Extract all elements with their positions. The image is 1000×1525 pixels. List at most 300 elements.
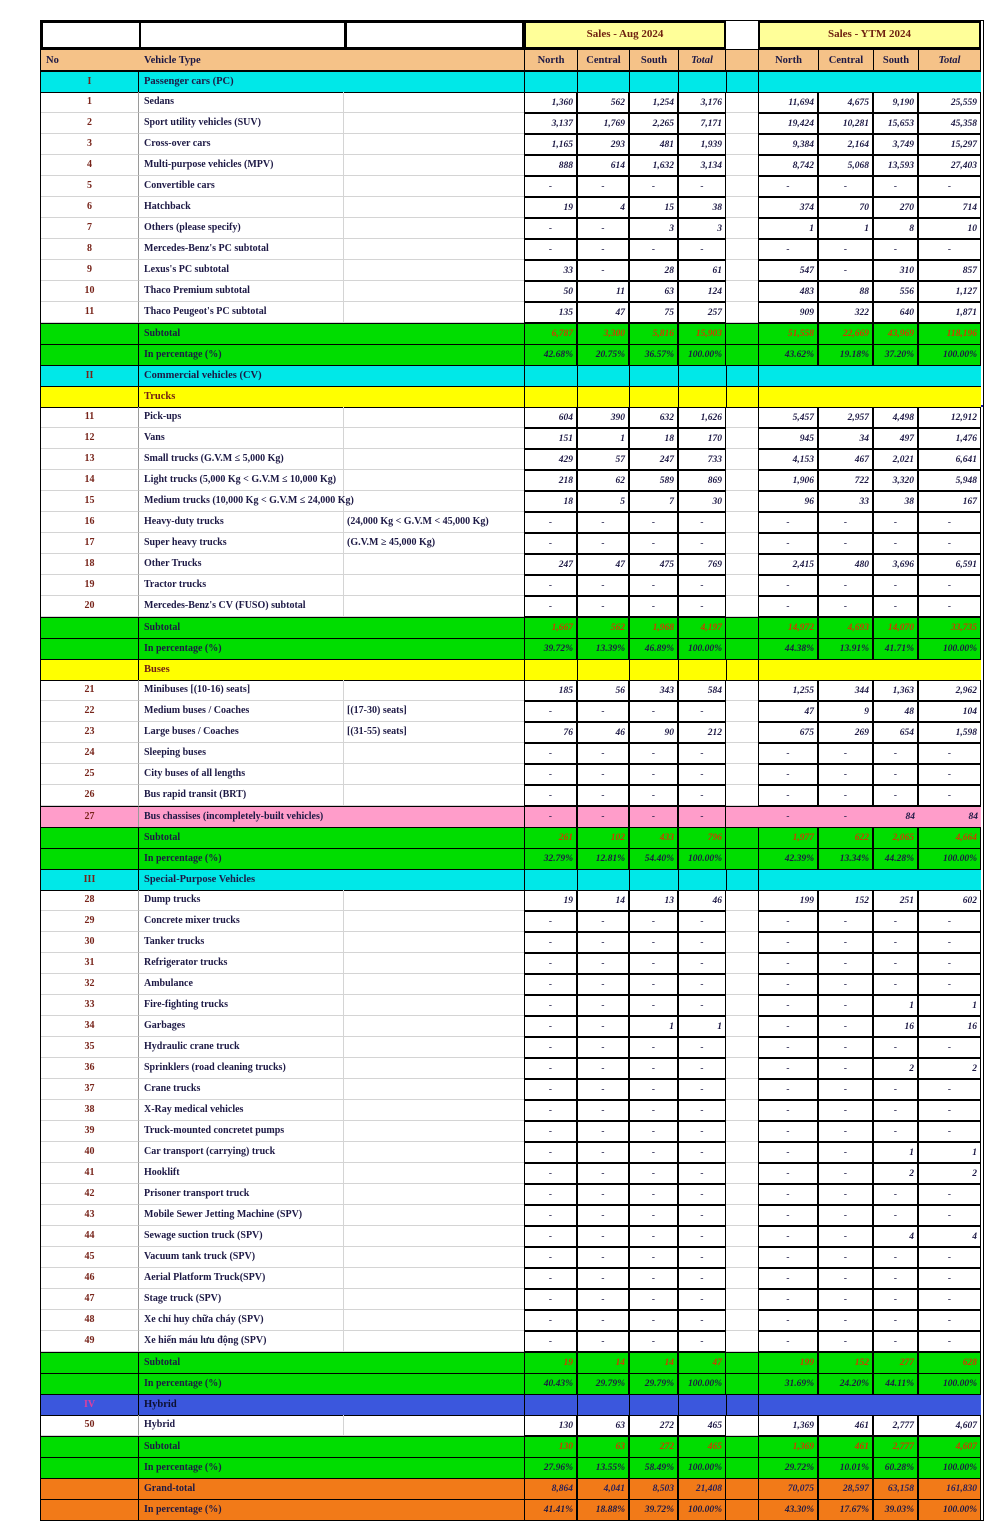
aug-north: 39.72% bbox=[524, 638, 577, 660]
aug-total: - bbox=[678, 806, 726, 828]
aug-central: - bbox=[577, 1079, 629, 1100]
row-no bbox=[41, 1373, 139, 1395]
aug-central: 14 bbox=[577, 890, 629, 911]
ytm-south: 640 bbox=[873, 302, 918, 323]
ytm-central: - bbox=[818, 1184, 873, 1205]
ytm-south: - bbox=[873, 533, 918, 554]
ytm-north: - bbox=[758, 1289, 818, 1310]
ytm-cell bbox=[758, 869, 981, 891]
ytm-north: - bbox=[758, 932, 818, 953]
aug-central: 62 bbox=[577, 470, 629, 491]
aug-cell bbox=[524, 869, 577, 891]
table-row bbox=[41, 428, 983, 449]
gap-cell bbox=[726, 785, 758, 806]
gap-cell bbox=[726, 71, 758, 93]
aug-north: - bbox=[524, 1163, 577, 1184]
table-row bbox=[41, 1079, 983, 1100]
gap-cell bbox=[726, 113, 758, 134]
ytm-central: - bbox=[818, 1163, 873, 1184]
aug-cell bbox=[577, 365, 629, 387]
table-row bbox=[41, 785, 983, 806]
gap-cell bbox=[726, 743, 758, 764]
gap-cell bbox=[726, 1394, 758, 1416]
ytm-total: 1 bbox=[918, 1142, 981, 1163]
gap-cell bbox=[726, 49, 758, 71]
aug-central: - bbox=[577, 785, 629, 806]
col-header-spec bbox=[344, 49, 524, 71]
ytm-central: 4,675 bbox=[818, 92, 873, 113]
aug-cell bbox=[577, 71, 629, 93]
row-no: 2 bbox=[41, 113, 139, 134]
ytm-central: - bbox=[818, 596, 873, 617]
ytm-central: 17.67% bbox=[818, 1499, 873, 1521]
aug-central: - bbox=[577, 806, 629, 828]
ytm-total: 628 bbox=[918, 1352, 981, 1374]
gap-cell bbox=[726, 92, 758, 113]
aug-central: 13.39% bbox=[577, 638, 629, 660]
aug-north: 32.79% bbox=[524, 848, 577, 870]
ytm-total: - bbox=[918, 974, 981, 995]
table-row bbox=[41, 995, 983, 1016]
col-header-ytm-total: Total bbox=[918, 49, 981, 71]
title-left-box bbox=[41, 21, 524, 49]
ytm-south: - bbox=[873, 1121, 918, 1142]
vehicle-type-spec bbox=[344, 1142, 524, 1163]
aug-north: - bbox=[524, 764, 577, 785]
gap-cell bbox=[726, 512, 758, 533]
aug-north: 185 bbox=[524, 680, 577, 701]
ytm-total: 25,559 bbox=[918, 92, 981, 113]
ytm-total: - bbox=[918, 1289, 981, 1310]
aug-cell bbox=[524, 659, 577, 681]
ytm-total: - bbox=[918, 1037, 981, 1058]
aug-south: - bbox=[629, 932, 678, 953]
ytm-central: - bbox=[818, 533, 873, 554]
vehicle-type-spec bbox=[344, 1289, 524, 1310]
aug-central: 614 bbox=[577, 155, 629, 176]
ytm-south: 4,498 bbox=[873, 407, 918, 428]
ytm-central: 70 bbox=[818, 197, 873, 218]
row-no: 49 bbox=[41, 1331, 139, 1352]
aug-south: - bbox=[629, 533, 678, 554]
vehicle-type-spec bbox=[344, 176, 524, 197]
ytm-north: - bbox=[758, 176, 818, 197]
aug-north: 218 bbox=[524, 470, 577, 491]
aug-cell bbox=[524, 386, 577, 408]
ytm-south: 43,969 bbox=[873, 323, 918, 345]
vehicle-type-label: Dump trucks bbox=[139, 890, 344, 911]
ytm-north: 675 bbox=[758, 722, 818, 743]
ytm-central: 152 bbox=[818, 1352, 873, 1374]
ytm-north: 2,415 bbox=[758, 554, 818, 575]
aug-total: 465 bbox=[678, 1436, 726, 1458]
ytm-south: 3,320 bbox=[873, 470, 918, 491]
sec-row bbox=[41, 869, 983, 890]
table-row bbox=[41, 491, 983, 512]
aug-south: 343 bbox=[629, 680, 678, 701]
ytm-north: - bbox=[758, 1184, 818, 1205]
vehicle-type-spec bbox=[344, 785, 524, 806]
ytm-south: 16 bbox=[873, 1016, 918, 1037]
aug-total: 21,408 bbox=[678, 1478, 726, 1500]
section-label: Hybrid bbox=[139, 1394, 524, 1416]
aug-south: - bbox=[629, 176, 678, 197]
ytm-south: - bbox=[873, 911, 918, 932]
aug-total: 100.00% bbox=[678, 848, 726, 870]
ytm-central: 19.18% bbox=[818, 344, 873, 366]
row-no: 5 bbox=[41, 176, 139, 197]
vehicle-type-label: Xe hiến máu lưu động (SPV) bbox=[139, 1331, 344, 1352]
table-row bbox=[41, 911, 983, 932]
ytm-south: 44.11% bbox=[873, 1373, 918, 1395]
vehicle-type-label: Mobile Sewer Jetting Machine (SPV) bbox=[139, 1205, 344, 1226]
aug-total: - bbox=[678, 1268, 726, 1289]
aug-total: 1,939 bbox=[678, 134, 726, 155]
vehicle-type-label: Ambulance bbox=[139, 974, 344, 995]
ytm-north: 42.39% bbox=[758, 848, 818, 870]
ytm-south: - bbox=[873, 764, 918, 785]
aug-central: 18.88% bbox=[577, 1499, 629, 1521]
ytm-central: 461 bbox=[818, 1415, 873, 1436]
aug-south: 8,503 bbox=[629, 1478, 678, 1500]
ytm-north: - bbox=[758, 764, 818, 785]
table-row bbox=[41, 764, 983, 785]
row-no: 33 bbox=[41, 995, 139, 1016]
aug-total: 47 bbox=[678, 1352, 726, 1374]
row-no bbox=[41, 848, 139, 870]
ytm-north: 483 bbox=[758, 281, 818, 302]
row-no bbox=[41, 323, 139, 345]
ytm-total: 100.00% bbox=[918, 344, 981, 366]
vehicle-type-spec bbox=[344, 407, 524, 428]
vehicle-type-spec bbox=[344, 1121, 524, 1142]
table-row bbox=[41, 680, 983, 701]
aug-central: 11 bbox=[577, 281, 629, 302]
total-label: Grand-total bbox=[139, 1478, 524, 1500]
vehicle-type-label: Prisoner transport truck bbox=[139, 1184, 344, 1205]
aug-total: - bbox=[678, 743, 726, 764]
ytm-south: 2,021 bbox=[873, 449, 918, 470]
aug-south: - bbox=[629, 1100, 678, 1121]
vehicle-type-label: Aerial Platform Truck(SPV) bbox=[139, 1268, 344, 1289]
row-no: 31 bbox=[41, 953, 139, 974]
ytm-north: - bbox=[758, 1205, 818, 1226]
ytm-south: 1 bbox=[873, 995, 918, 1016]
aug-cell bbox=[577, 659, 629, 681]
section-roman-numeral: I bbox=[41, 71, 139, 93]
row-no bbox=[41, 1352, 139, 1374]
sec-row bbox=[41, 365, 983, 386]
table-row bbox=[41, 701, 983, 722]
ytm-south: - bbox=[873, 785, 918, 806]
ytm-total: - bbox=[918, 932, 981, 953]
section-label: Buses bbox=[139, 659, 524, 681]
sec-row bbox=[41, 386, 983, 407]
aug-south: 29.79% bbox=[629, 1373, 678, 1395]
aug-total: - bbox=[678, 1121, 726, 1142]
vehicle-type-label: Garbages bbox=[139, 1016, 344, 1037]
vehicle-type-label: Hatchback bbox=[139, 197, 344, 218]
vehicle-type-spec: [(31-55) seats] bbox=[344, 722, 524, 743]
table-row bbox=[41, 512, 983, 533]
ytm-south: 38 bbox=[873, 491, 918, 512]
aug-north: 18 bbox=[524, 491, 577, 512]
vehicle-type-label: Convertible cars bbox=[139, 176, 344, 197]
aug-central: - bbox=[577, 1331, 629, 1352]
vehicle-type-spec bbox=[344, 1415, 524, 1436]
gap-cell bbox=[726, 869, 758, 891]
ytm-central: 28,597 bbox=[818, 1478, 873, 1500]
table-row bbox=[41, 1268, 983, 1289]
aug-total: 100.00% bbox=[678, 1457, 726, 1479]
table-row bbox=[41, 1247, 983, 1268]
ytm-south: 270 bbox=[873, 197, 918, 218]
aug-north: 41.41% bbox=[524, 1499, 577, 1521]
col-header-aug-south: South bbox=[629, 49, 678, 71]
aug-cell bbox=[678, 365, 726, 387]
aug-north: 3,137 bbox=[524, 113, 577, 134]
aug-central: - bbox=[577, 1205, 629, 1226]
ytm-central: - bbox=[818, 785, 873, 806]
vehicle-type-spec bbox=[344, 953, 524, 974]
row-no: 25 bbox=[41, 764, 139, 785]
aug-south: 90 bbox=[629, 722, 678, 743]
gap-cell bbox=[726, 1184, 758, 1205]
vehicle-type-spec bbox=[344, 449, 524, 470]
vehicle-type-spec bbox=[344, 491, 524, 512]
aug-central: 12.81% bbox=[577, 848, 629, 870]
ytm-central: 2,164 bbox=[818, 134, 873, 155]
section-roman-numeral bbox=[41, 386, 139, 408]
ytm-central: 4,693 bbox=[818, 617, 873, 639]
vehicle-type-label: Car transport (carrying) truck bbox=[139, 1142, 344, 1163]
ytm-south: 1 bbox=[873, 1142, 918, 1163]
total-label: In percentage (%) bbox=[139, 1457, 524, 1479]
aug-south: - bbox=[629, 701, 678, 722]
ytm-total: 167 bbox=[918, 491, 981, 512]
ytm-south: - bbox=[873, 932, 918, 953]
aug-south: - bbox=[629, 1205, 678, 1226]
aug-north: - bbox=[524, 1310, 577, 1331]
ytm-central: - bbox=[818, 1247, 873, 1268]
aug-period-title: Sales - Aug 2024 bbox=[524, 21, 726, 49]
table-row bbox=[41, 1415, 983, 1436]
table-row bbox=[41, 281, 983, 302]
ytm-central: 344 bbox=[818, 680, 873, 701]
aug-central: 5 bbox=[577, 491, 629, 512]
aug-cell bbox=[629, 869, 678, 891]
aug-south: 481 bbox=[629, 134, 678, 155]
aug-central: 4,041 bbox=[577, 1478, 629, 1500]
ytm-total: 1,476 bbox=[918, 428, 981, 449]
row-no bbox=[41, 1478, 139, 1500]
ytm-north: 1,255 bbox=[758, 680, 818, 701]
row-no: 11 bbox=[41, 302, 139, 323]
aug-south: 2,265 bbox=[629, 113, 678, 134]
vehicle-type-spec bbox=[344, 92, 524, 113]
ytm-south: - bbox=[873, 953, 918, 974]
aug-south: 28 bbox=[629, 260, 678, 281]
aug-south: 589 bbox=[629, 470, 678, 491]
ytm-north: - bbox=[758, 953, 818, 974]
ytm-total: 104 bbox=[918, 701, 981, 722]
ytm-central: - bbox=[818, 239, 873, 260]
table-row bbox=[41, 176, 983, 197]
ytm-north: - bbox=[758, 1016, 818, 1037]
ytm-total: 6,591 bbox=[918, 554, 981, 575]
aug-north: - bbox=[524, 743, 577, 764]
aug-central: - bbox=[577, 743, 629, 764]
vehicle-type-label: Super heavy trucks bbox=[139, 533, 344, 554]
ytm-central: - bbox=[818, 974, 873, 995]
aug-south: - bbox=[629, 806, 678, 828]
ytm-south: - bbox=[873, 1205, 918, 1226]
aug-north: 1,165 bbox=[524, 134, 577, 155]
gap-cell bbox=[726, 533, 758, 554]
aug-total: 170 bbox=[678, 428, 726, 449]
gap-cell bbox=[726, 1079, 758, 1100]
vehicle-type-label: Mercedes-Benz's CV (FUSO) subtotal bbox=[139, 596, 344, 617]
gap-cell bbox=[726, 617, 758, 639]
aug-total: 3,134 bbox=[678, 155, 726, 176]
section-roman-numeral: III bbox=[41, 869, 139, 891]
ytm-south: 310 bbox=[873, 260, 918, 281]
ytm-south: 654 bbox=[873, 722, 918, 743]
gap-cell bbox=[726, 323, 758, 345]
ytm-central: - bbox=[818, 1310, 873, 1331]
row-no: 3 bbox=[41, 134, 139, 155]
row-no: 29 bbox=[41, 911, 139, 932]
divider bbox=[139, 23, 141, 47]
ytm-north: - bbox=[758, 1247, 818, 1268]
aug-central: 57 bbox=[577, 449, 629, 470]
aug-total: - bbox=[678, 596, 726, 617]
aug-south: - bbox=[629, 1331, 678, 1352]
ytm-central: 22,669 bbox=[818, 323, 873, 345]
aug-south: - bbox=[629, 596, 678, 617]
table-row bbox=[41, 1289, 983, 1310]
aug-north: 33 bbox=[524, 260, 577, 281]
aug-south: 272 bbox=[629, 1436, 678, 1458]
aug-total: - bbox=[678, 1163, 726, 1184]
aug-south: - bbox=[629, 743, 678, 764]
row-no: 40 bbox=[41, 1142, 139, 1163]
vehicle-type-label: Minibuses [(10-16) seats] bbox=[139, 680, 344, 701]
ytm-north: - bbox=[758, 1163, 818, 1184]
vehicle-type-spec bbox=[344, 470, 524, 491]
ytm-north: - bbox=[758, 596, 818, 617]
gap-cell bbox=[726, 827, 758, 849]
col-header-aug-central: Central bbox=[577, 49, 629, 71]
aug-central: 29.79% bbox=[577, 1373, 629, 1395]
table-row bbox=[41, 92, 983, 113]
aug-south: 1,632 bbox=[629, 155, 678, 176]
aug-central: 47 bbox=[577, 302, 629, 323]
aug-north: 6,787 bbox=[524, 323, 577, 345]
ytm-north: - bbox=[758, 1037, 818, 1058]
aug-total: - bbox=[678, 176, 726, 197]
ytm-central: - bbox=[818, 743, 873, 764]
vehicle-type-label: Sedans bbox=[139, 92, 344, 113]
gap-cell bbox=[726, 176, 758, 197]
ytm-central: - bbox=[818, 911, 873, 932]
ytm-total: - bbox=[918, 1310, 981, 1331]
aug-central: 3,300 bbox=[577, 323, 629, 345]
table-row bbox=[41, 260, 983, 281]
vehicle-type-label: Hydraulic crane truck bbox=[139, 1037, 344, 1058]
aug-south: 1 bbox=[629, 1016, 678, 1037]
aug-central: 293 bbox=[577, 134, 629, 155]
aug-north: - bbox=[524, 785, 577, 806]
ytm-north: 19,424 bbox=[758, 113, 818, 134]
ytm-south: 2,777 bbox=[873, 1436, 918, 1458]
column-header-row bbox=[41, 49, 983, 71]
ytm-central: - bbox=[818, 512, 873, 533]
ytm-total: 4,664 bbox=[918, 827, 981, 849]
sub-row bbox=[41, 1352, 983, 1373]
ytm-north: 1,369 bbox=[758, 1415, 818, 1436]
ytm-south: 251 bbox=[873, 890, 918, 911]
row-no: 44 bbox=[41, 1226, 139, 1247]
aug-north: - bbox=[524, 932, 577, 953]
pct-row bbox=[41, 638, 983, 659]
ytm-total: 602 bbox=[918, 890, 981, 911]
aug-cell bbox=[577, 386, 629, 408]
ytm-central: - bbox=[818, 1058, 873, 1079]
ytm-south: 37.20% bbox=[873, 344, 918, 366]
aug-total: 4,197 bbox=[678, 617, 726, 639]
aug-central: - bbox=[577, 1184, 629, 1205]
ytm-central: - bbox=[818, 176, 873, 197]
ytm-south: 9,190 bbox=[873, 92, 918, 113]
ytm-total: - bbox=[918, 1205, 981, 1226]
aug-south: - bbox=[629, 1247, 678, 1268]
row-no: 47 bbox=[41, 1289, 139, 1310]
sub-row bbox=[41, 323, 983, 344]
aug-south: - bbox=[629, 1142, 678, 1163]
vehicle-type-label: Large buses / Coaches bbox=[139, 722, 344, 743]
ytm-total: 1,871 bbox=[918, 302, 981, 323]
vehicle-type-label: Multi-purpose vehicles (MPV) bbox=[139, 155, 344, 176]
aug-total: - bbox=[678, 785, 726, 806]
ytm-total: 10 bbox=[918, 218, 981, 239]
ytm-total: 5,948 bbox=[918, 470, 981, 491]
row-no: 19 bbox=[41, 575, 139, 596]
aug-cell bbox=[678, 659, 726, 681]
ytm-total: 4,607 bbox=[918, 1415, 981, 1436]
table-row bbox=[41, 407, 983, 428]
ytm-north: 547 bbox=[758, 260, 818, 281]
row-no: 18 bbox=[41, 554, 139, 575]
vehicle-type-label: Thaco Premium subtotal bbox=[139, 281, 344, 302]
ytm-south: 2,065 bbox=[873, 827, 918, 849]
ytm-total: 1,127 bbox=[918, 281, 981, 302]
gap-cell bbox=[726, 806, 758, 828]
ytm-south: - bbox=[873, 596, 918, 617]
ytm-total: - bbox=[918, 953, 981, 974]
vehicle-type-spec bbox=[344, 764, 524, 785]
table-row bbox=[41, 1121, 983, 1142]
ytm-total: 2 bbox=[918, 1058, 981, 1079]
aug-central: - bbox=[577, 239, 629, 260]
aug-total: 100.00% bbox=[678, 1499, 726, 1521]
aug-south: - bbox=[629, 1079, 678, 1100]
ytm-north: - bbox=[758, 1310, 818, 1331]
aug-south: 15 bbox=[629, 197, 678, 218]
aug-total: - bbox=[678, 1184, 726, 1205]
table-row bbox=[41, 554, 983, 575]
section-roman-numeral: IV bbox=[41, 1394, 139, 1416]
